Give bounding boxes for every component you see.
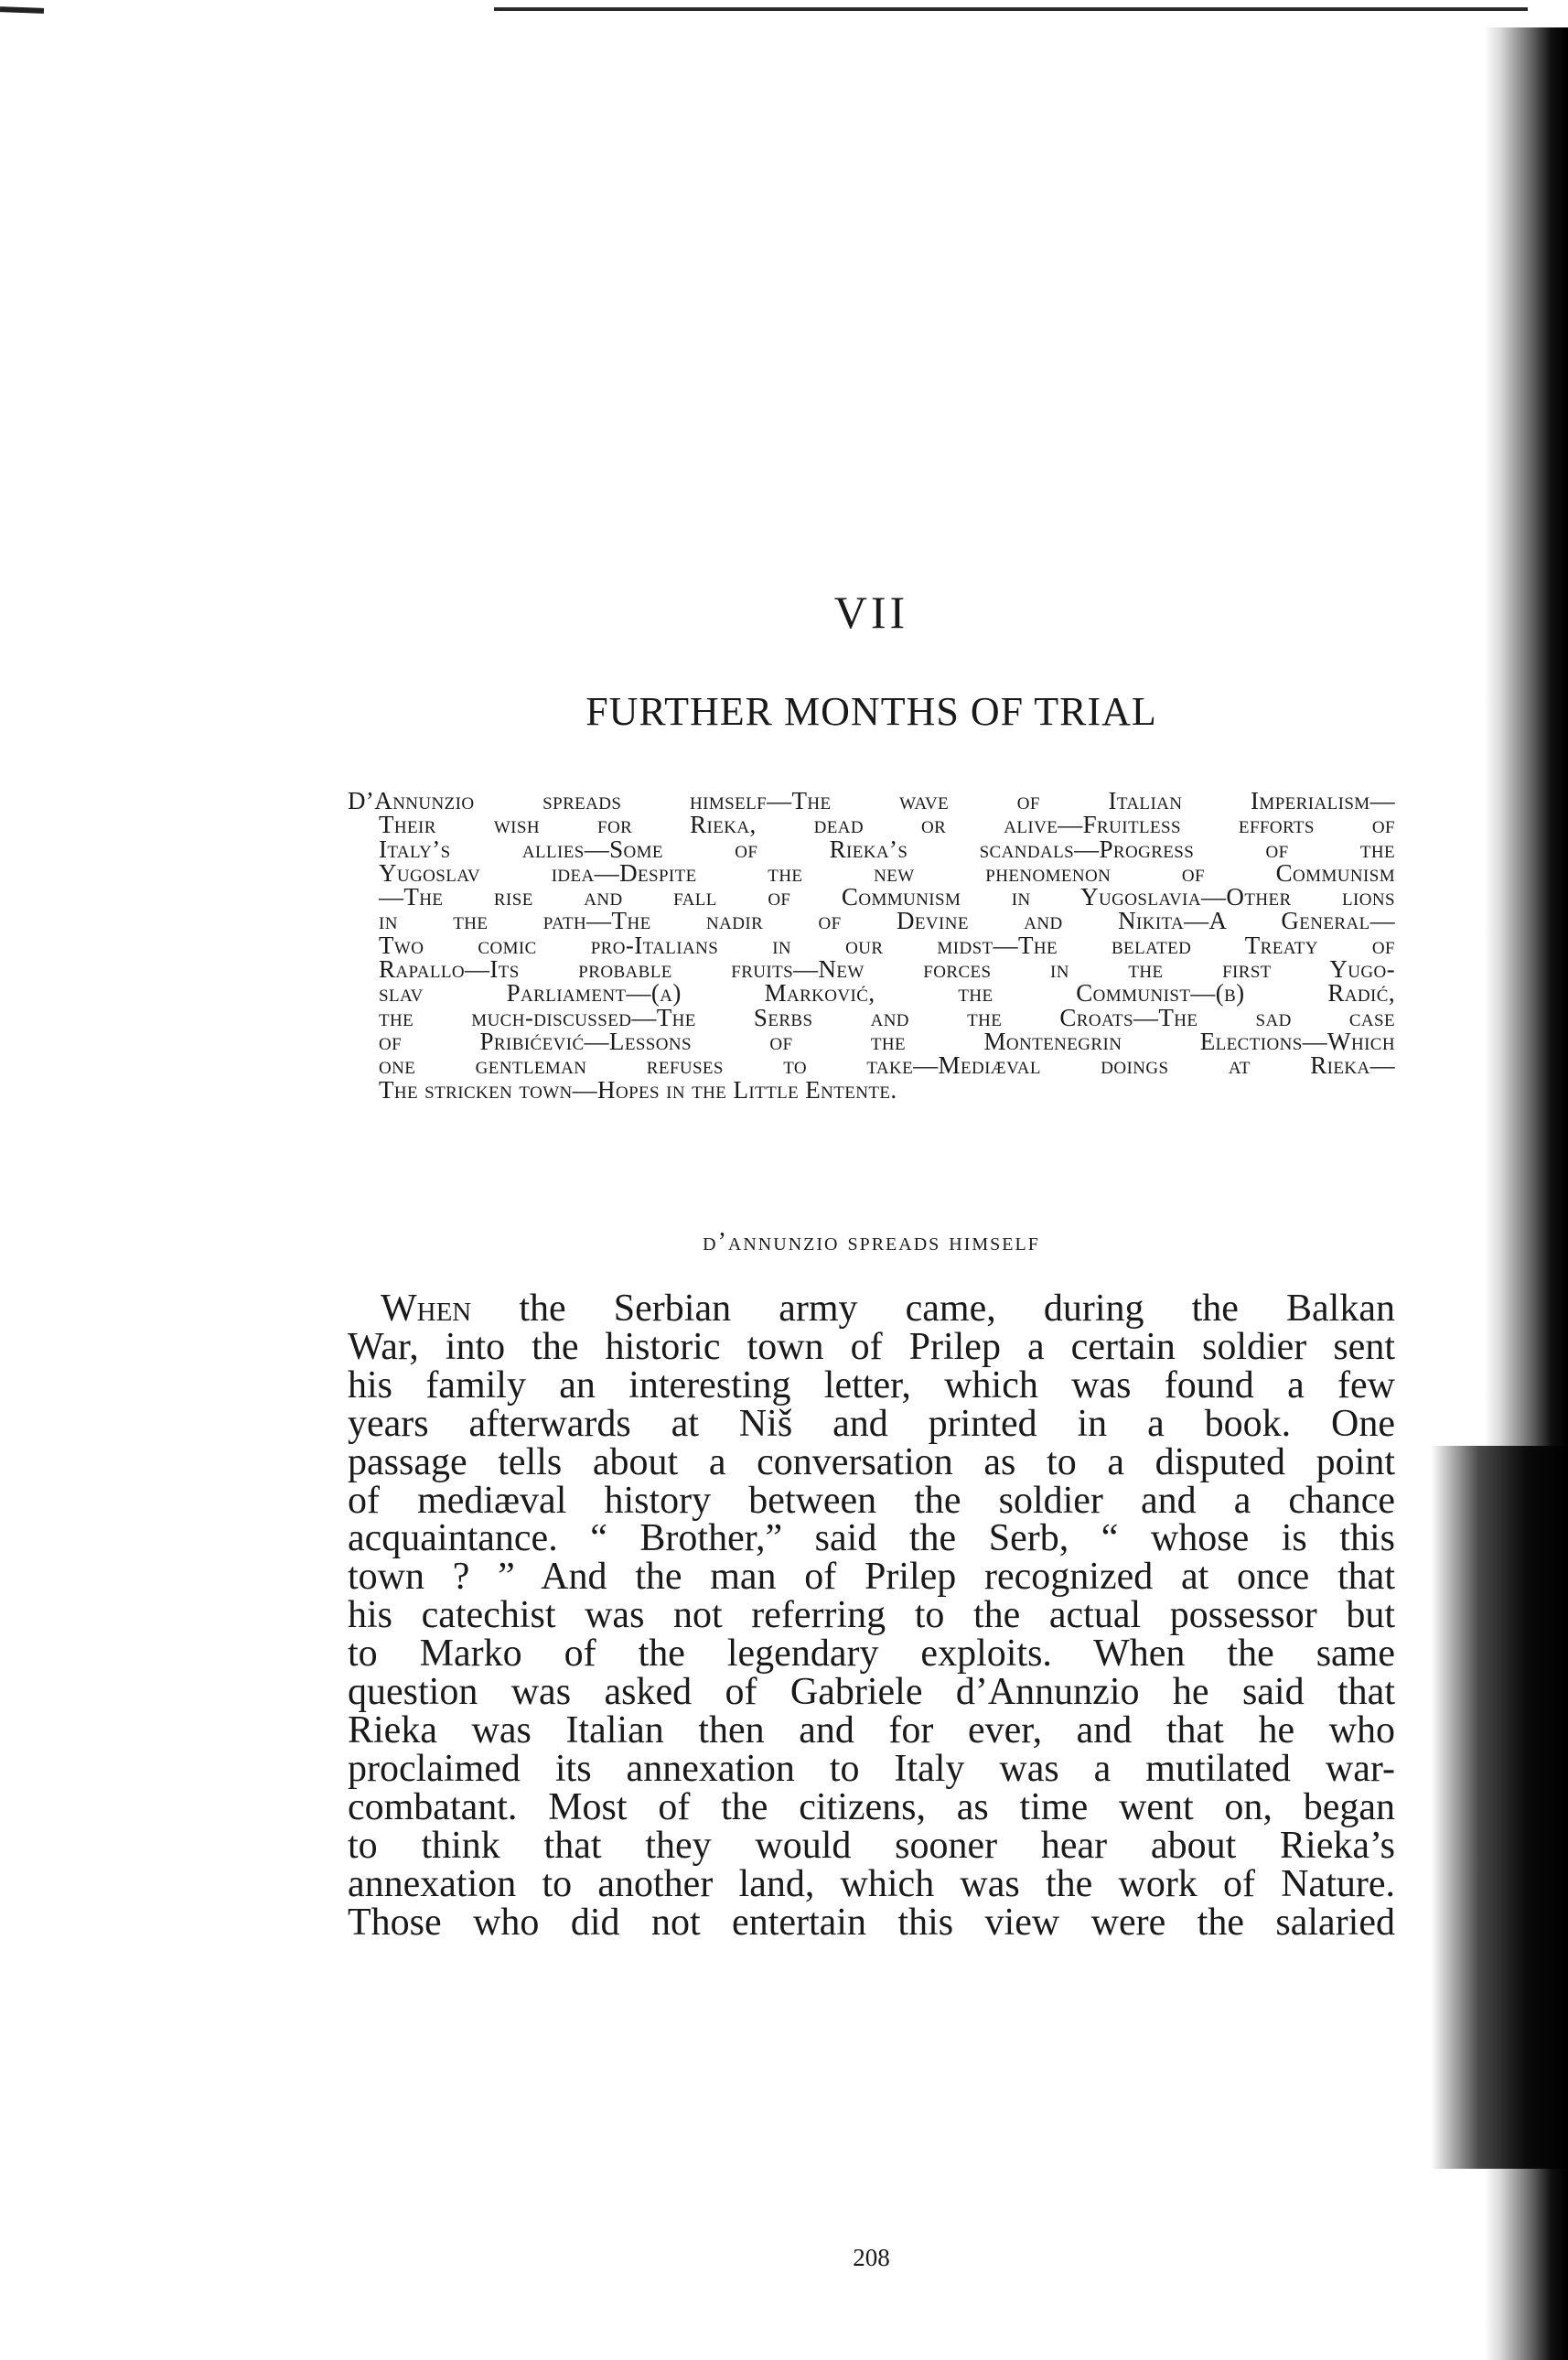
- body-line: annexation to another land, which was the work of Nature.: [348, 1862, 1395, 1905]
- body-line: town ? ” And the man of Prilep recognized at once that: [348, 1556, 1395, 1599]
- summary-line: of Pribićević—Lessons of the Montenegrin Elections—Which: [379, 1027, 1395, 1055]
- summary-line: Yugoslav idea—Despite the new phenomenon of Communism: [379, 858, 1395, 887]
- summary-line: Italy’s allies—Some of Rieka’s scandals—Progress of the: [379, 835, 1395, 863]
- summary-line: in the path—The nadir of Devine and Nikita—A General—: [379, 907, 1395, 935]
- body-text: [348, 1290, 1395, 1942]
- body-line: combatant. Most of the citizens, as time went on, began: [348, 1785, 1395, 1828]
- body-line: to Marko of the legendary exploits. When the same: [348, 1633, 1395, 1676]
- chapter-summary: [348, 789, 1395, 1102]
- body-line: to think that they would sooner hear about Rieka’s: [348, 1824, 1395, 1867]
- chapter-number: VII: [833, 587, 909, 638]
- section-heading: d’annunzio spreads himself: [703, 1228, 1040, 1256]
- summary-line: slav Parliament—(a) Marković, the Communist—(b) Radić,: [379, 979, 1395, 1008]
- summary-line: —The rise and fall of Communism in Yugoslavia—Other lions: [379, 883, 1395, 911]
- first-word: When: [381, 1288, 472, 1330]
- body-line: his catechist was not referring to the actual possessor but: [348, 1594, 1395, 1637]
- body-line: War, into the historic town of Prilep a certain soldier sent: [348, 1325, 1395, 1368]
- summary-line: the much-discussed—The Serbs and the Croats—The sad case: [379, 1003, 1395, 1031]
- summary-line: D’Annunzio spreads himself—The wave of Italian Imperialism—: [348, 787, 1395, 814]
- summary-line: Two comic pro-Italians in our midst—The belated Treaty of: [379, 931, 1395, 959]
- body-line: his family an interesting letter, which was found a few: [348, 1363, 1395, 1406]
- body-line: passage tells about a conversation as to a disputed point: [348, 1440, 1395, 1483]
- body-line: question was asked of Gabriele d’Annunzio he said that: [348, 1671, 1395, 1714]
- chapter-title: FURTHER MONTHS OF TRIAL: [585, 689, 1157, 734]
- scan-binding-shadow-lower: [1431, 1446, 1568, 2169]
- body-line: Those who did not entertain this view were the salaried: [348, 1901, 1395, 1944]
- body-line: years afterwards at Niš and printed in a book. One: [348, 1402, 1395, 1445]
- body-line: proclaimed its annexation to Italy was a mutilated war-: [348, 1747, 1395, 1790]
- summary-line: Rapallo—Its probable fruits—New forces in the first Yugo-: [379, 955, 1395, 984]
- scan-top-edge: [494, 7, 1528, 11]
- summary-line: The stricken town—Hopes in the Little Entente.: [379, 1075, 897, 1104]
- body-line: Rieka was Italian then and for ever, and that he who: [348, 1708, 1395, 1751]
- page-number: 208: [853, 2244, 890, 2271]
- body-line: acquaintance. “ Brother,” said the Serb, “ whose is this: [348, 1517, 1395, 1560]
- body-line-first: [348, 1290, 1395, 1329]
- summary-line: Their wish for Rieka, dead or alive—Fruitless efforts of: [379, 811, 1395, 839]
- body-line: of mediæval history between the soldier and a chance: [348, 1479, 1395, 1522]
- scan-corner-mark: [0, 6, 44, 14]
- first-line-rest: the Serbian army came, during the Balkan: [471, 1288, 1395, 1330]
- summary-line: one gentleman refuses to take—Mediæval doings at Rieka—: [379, 1051, 1395, 1080]
